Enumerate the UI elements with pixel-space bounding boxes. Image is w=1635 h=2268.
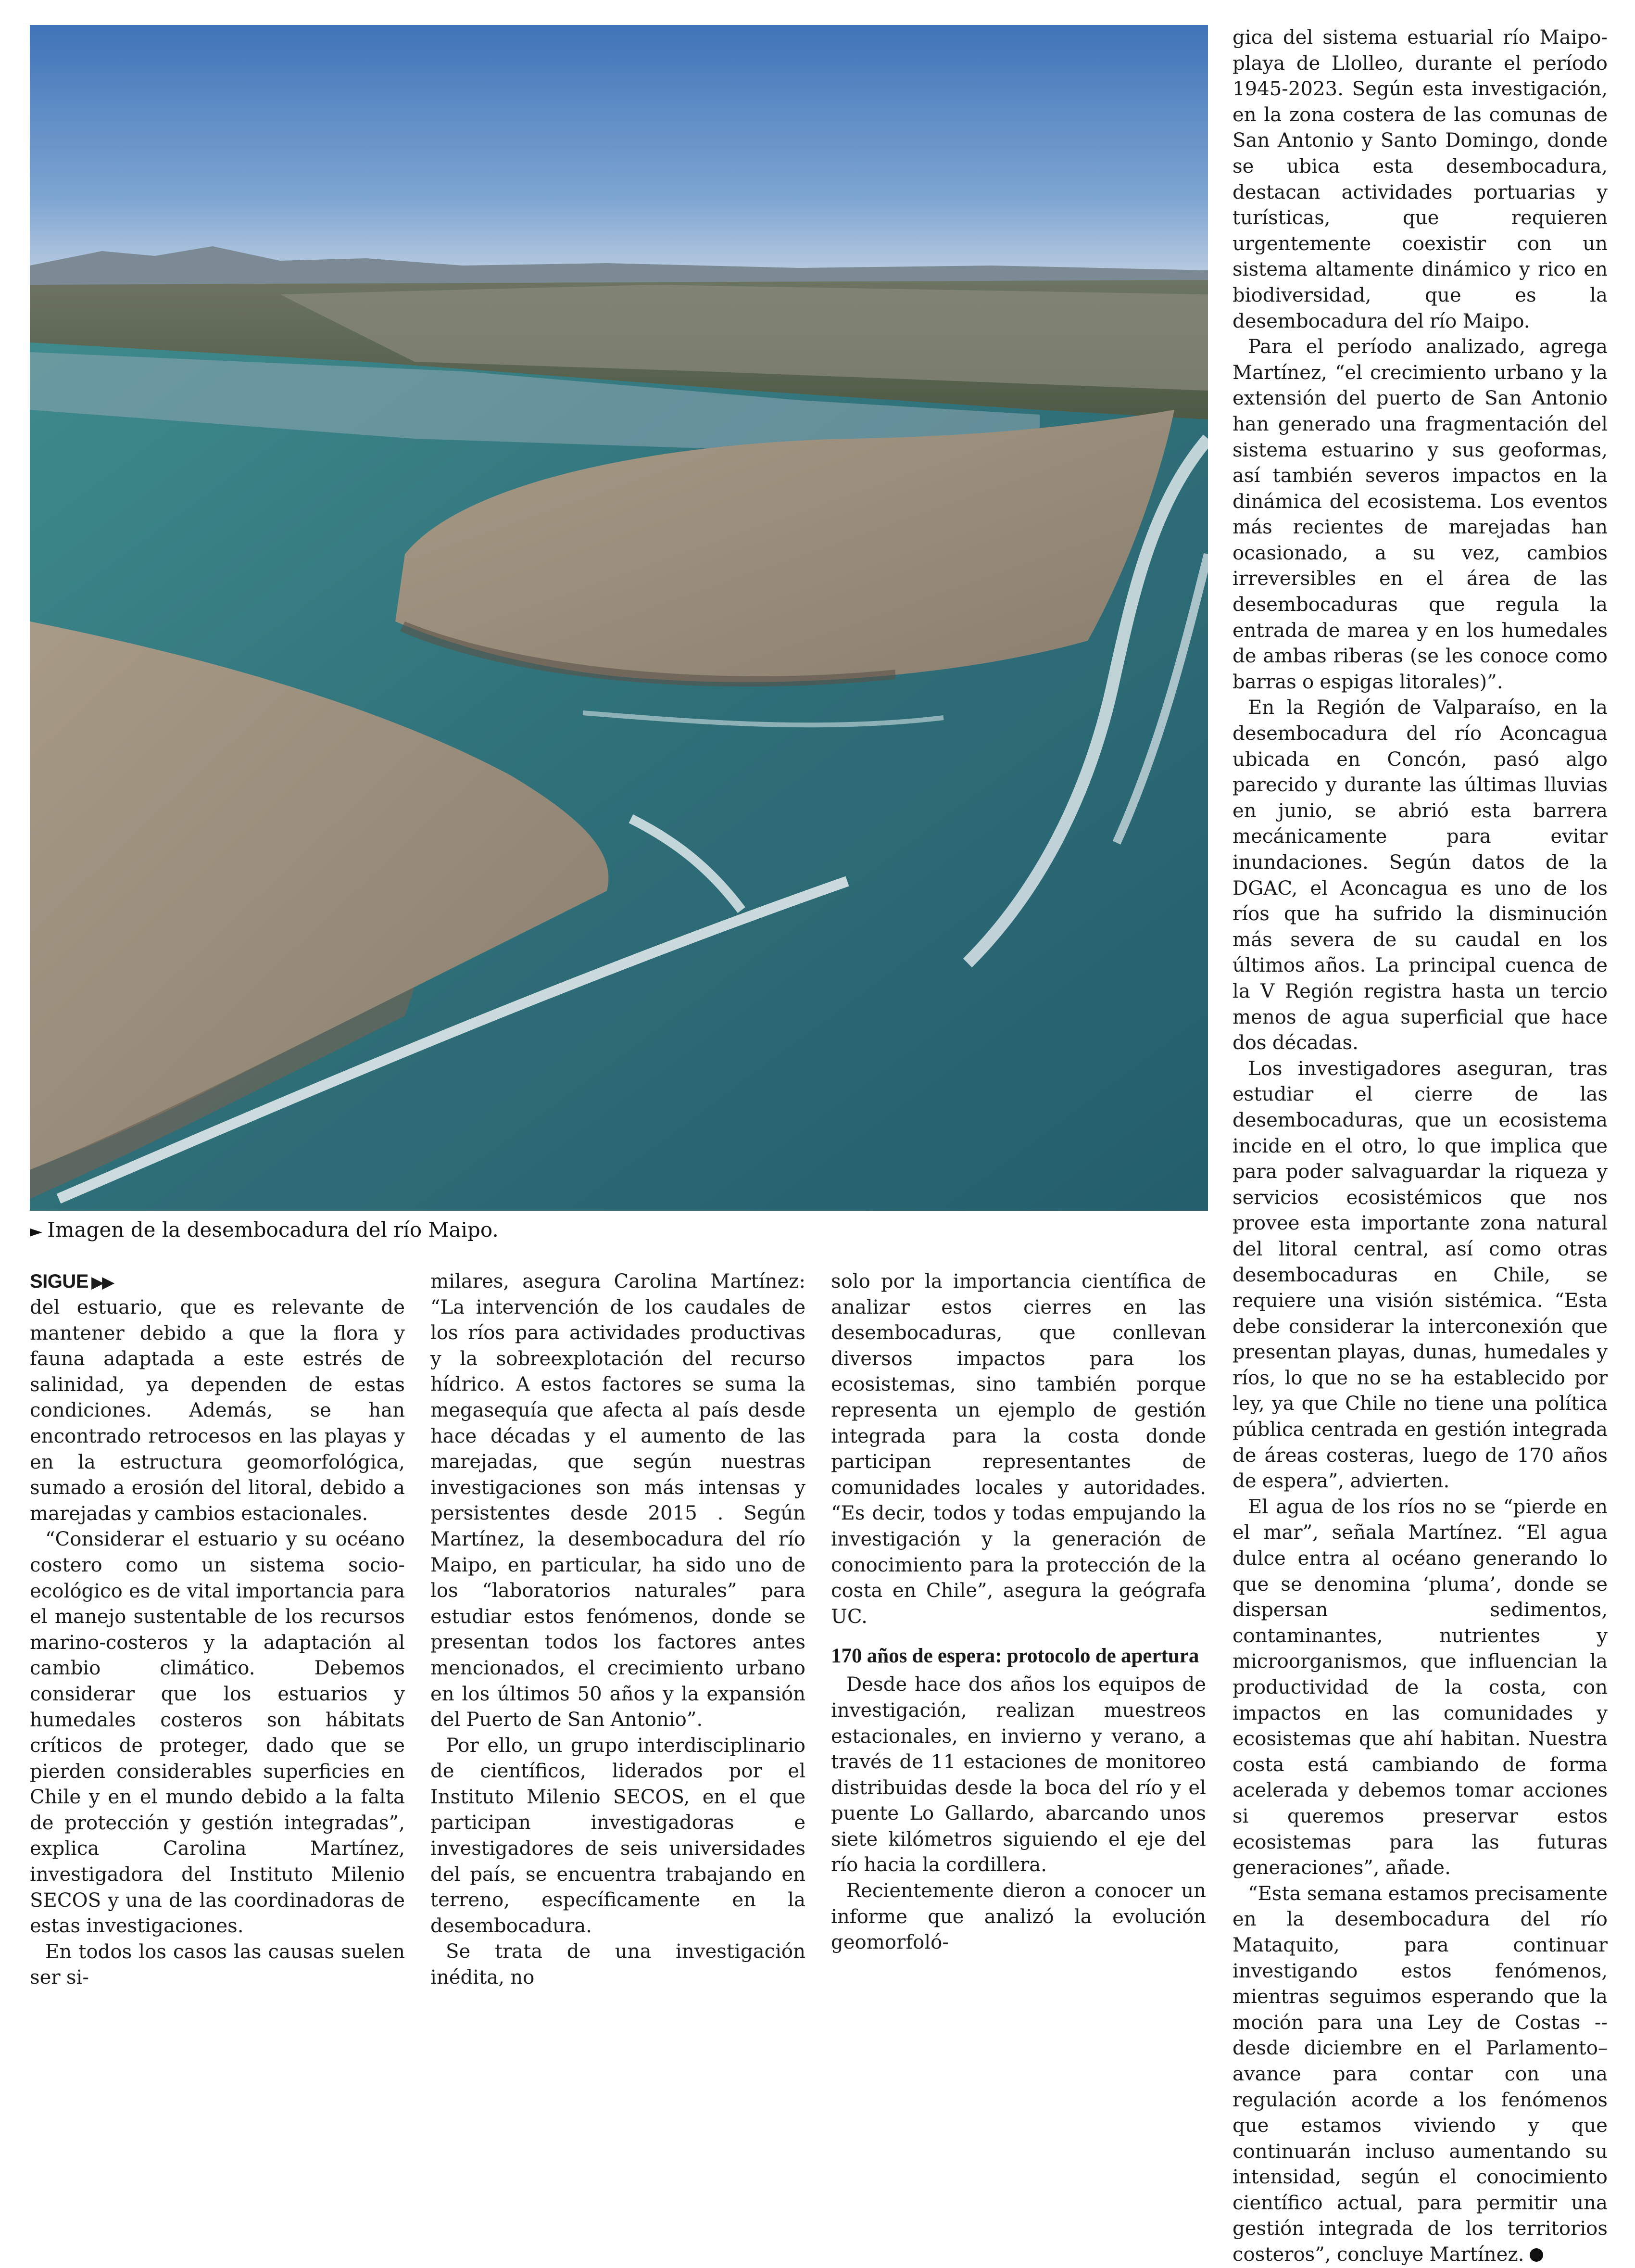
section-subheading: 170 años de espera: protocolo de apertura — [831, 1645, 1199, 1668]
paragraph: Para el período analizado, agrega Martínez, “el crecimiento urbano y la extensión del puerto de San Antonio han generado una fragmentación del sistema estuarino y sus geoformas, así también severos impactos en la dinámica del ecosistema. Los eventos más recientes de marejadas han ocasionado, a su vez, cambios irreversibles en el área de las desembocaduras que regula la entrada de marea y en los humedales de ambas riberas (se les conoce como barras o espigas litorales)”. — [1233, 336, 1608, 693]
paragraph: Por ello, un grupo interdisciplinario de científicos, liderados por el Instituto Milenio SECOS, en el que participan investigadoras e investigadores de seis universidades del país, se encuentra trabajando en terreno, específicamente en la desembocadura. — [430, 1734, 805, 1937]
paragraph: milares, asegura Carolina Martínez: “La intervención de los caudales de los ríos para actividades productivas y la sobreexplotación del recurso hídrico. A estos factores se suma la megasequía que afecta al país desde hace décadas y el aumento de las marejadas, que según nuestras investigaciones son más intensas y persistentes desde 2015 . Según Martínez, la desembocadura del río Maipo, en particular, ha sido uno de los “laboratorios naturales” para estudiar estos fenómenos, donde se presentan todos los factores antes mencionados, el crecimiento urbano en los últimos 50 años y la expansión del Puerto de San Antonio”. — [430, 1270, 805, 1731]
river-mouth-photo — [30, 25, 1208, 1211]
paragraph: gica del sistema estuarial río Maipo-playa de Llolleo, durante el período 1945-2023. Según esta investigación, en la zona costera de las comunas de San Antonio y Santo Domingo, donde se ubica esta desembocadura, destacan actividades portuarias y turísticas, que requieren urgentemente coexistir con un sistema altamente dinámico y rico en biodiversidad, que es la desembocadura del río Maipo. — [1233, 26, 1608, 332]
end-of-article-icon — [1530, 2248, 1543, 2262]
paragraph: Los investigadores aseguran, tras estudiar el cierre de las desembocaduras, que un ecosistema incide en el otro, lo que implica que para poder salvaguardar la riqueza y servicios ecosistémicos que nos provee esta importante zona natural del litoral central, así como otras desembocaduras en Chile, se requiere una visión sistémica. “Esta debe considerar la interconexión que presentan playas, dunas, humedales y ríos, lo que no se ha establecido por ley, ya que Chile no tiene una política pública centrada en gestión integrada de áreas costeras, luego de 170 años de espera”, advierten. — [1233, 1057, 1608, 1493]
paragraph: solo por la importancia científica de analizar estos cierres en las desembocaduras, que conllevan diversos impactos para los ecosistemas, sino también porque representa un ejemplo de gestión integrada para la costa donde participan representantes de comunidades locales y autoridades. “Es decir, todos y todas empujando la investigación y la generación de conocimiento para la protección de la costa en Chile”, asegura la geógrafa UC. — [831, 1270, 1206, 1628]
photo-caption — [30, 1216, 1208, 1245]
paragraph: Desde hace dos años los equipos de investigación, realizan muestreos estacionales, en invierno y verano, a través de 11 estaciones de monitoreo distribuidas desde la boca del río y el puente Lo Gallardo, abarcando unos siete kilómetros siguiendo el eje del río hacia la cordillera. — [831, 1673, 1206, 1876]
aerial-photo-illustration — [30, 25, 1208, 1211]
text-column-2 — [430, 1269, 805, 1991]
paragraph: “Considerar el estuario y su océano costero como un sistema socio-ecológico es de vital importancia para el manejo sustentable de los recursos marino-costeros y la adaptación al cambio climático. Debemos considerar que los estuarios y humedales costeros son hábitats críticos de proteger, dado que se pierden considerables superficies en Chile y en el mundo debido a la falta de protección y gestión integradas”, explica Carolina Martínez, investigadora del Instituto Milenio SECOS y una de las coordinadoras de estas investigaciones. — [30, 1528, 405, 1938]
continued-label — [30, 1269, 405, 1295]
paragraph: del estuario, que es relevante de mantener debido a que la flora y fauna adaptada a este estrés de salinidad, ya dependen de estas condiciones. Además, se han encontrado retrocesos en las playas y en la estructura geomorfológica, sumado a erosión del litoral, debido a marejadas y cambios estacionales. — [30, 1296, 405, 1525]
paragraph: Recientemente dieron a conocer un informe que analizó la evolución geomorfoló- — [831, 1880, 1206, 1954]
paragraph: En todos los casos las causas suelen ser si- — [30, 1940, 405, 1989]
continued-text: SIGUE — [30, 1271, 88, 1292]
caption-marker-icon: ► — [30, 1222, 43, 1241]
paragraph-final — [1233, 1881, 1608, 2268]
continue-arrows-icon: ▶▶ — [91, 1273, 113, 1292]
text-column-1 — [30, 1269, 405, 1991]
text-column-4 — [1233, 25, 1608, 2268]
text-column-3 — [831, 1269, 1206, 1956]
paragraph: Se trata de una investigación inédita, no — [430, 1940, 805, 1989]
paragraph-text: “Esta semana estamos precisamente en la desembocadura del río Mataquito, para continuar investigando estos fenómenos, mientras seguimos esperando que la moción para una Ley de Costas --desde diciembre en el Parlamento– avance para contar con una regulación acorde a los fenómenos que estamos viviendo y que continuarán incluso aumentando su intensidad, según el conocimiento científico actual, para permitir una gestión integrada de los territorios costeros”, concluye Martínez. — [1233, 1882, 1608, 2266]
paragraph: En la Región de Valparaíso, en la desembocadura del río Aconcagua ubicada en Concón, pasó algo parecido y durante las últimas lluvias en junio, se abrió esta barrera mecánicamente para evitar inundaciones. Según datos de la DGAC, el Aconcagua es uno de los ríos que ha sufrido la disminución más severa de su caudal en los últimos años. La principal cuenca de la V Región registra hasta un tercio menos de agua superficial que hace dos décadas. — [1233, 697, 1608, 1054]
paragraph: El agua de los ríos no se “pierde en el mar”, señala Martínez. “El agua dulce entra al océano generando lo que se denomina ‘pluma’, donde se dispersan sedimentos, contaminantes, nutrientes y microorganismos, que influencian la productividad de la costa, con impactos en las comunidades y ecosistemas que ahí habitan. Nuestra costa está cambiando de forma acelerada y debemos tomar acciones si queremos preservar estos ecosistemas para las futuras generaciones”, añade. — [1233, 1495, 1608, 1879]
caption-text: Imagen de la desembocadura del río Maipo. — [47, 1218, 499, 1242]
